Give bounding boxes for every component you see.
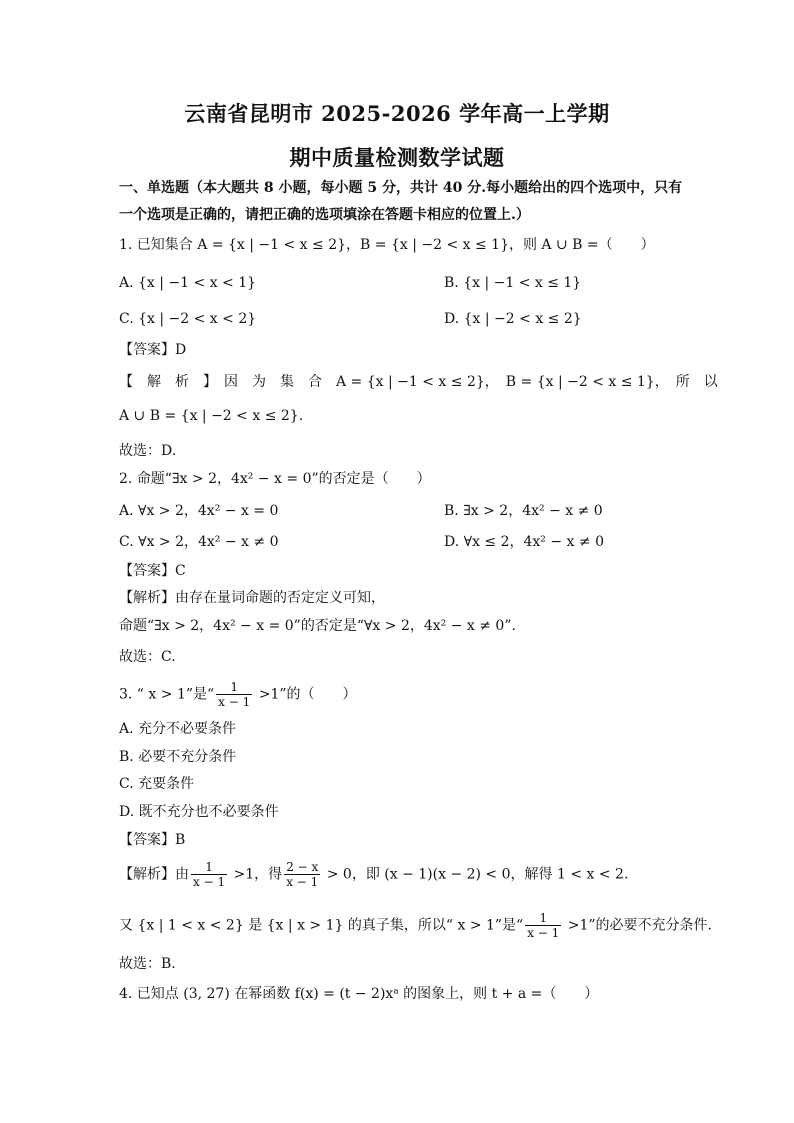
q3-analysis1-frac1-num: 1 (191, 860, 227, 875)
q2-analysis-line1: 【解析】由存在量词命题的否定定义可知， (119, 590, 385, 606)
q2-option-b: B. ∃x > 2，4x² − x ≠ 0 (444, 503, 603, 519)
q2-answer: 【答案】C (119, 563, 186, 579)
q3-analysis1-mid: >1，得 (229, 866, 283, 883)
q3-analysis1-fraction2 (284, 860, 320, 889)
q1-answer: 【答案】D (119, 342, 187, 358)
q2-option-d: D. ∀x ≤ 2，4x² − x ≠ 0 (444, 534, 604, 550)
q3-conclusion: 故选：B. (119, 956, 176, 972)
q3-answer: 【答案】B (119, 832, 186, 848)
q3-analysis-line2 (119, 911, 712, 940)
q1-stem: 1. 已知集合 A = {x | −1 < x ≤ 2}，B = {x | −2 < x ≤ 1}，则 A ∪ B =（ ） (119, 237, 655, 253)
q2-stem: 2. 命题“∃x > 2，4x² − x = 0”的否定是（ ） (119, 471, 431, 487)
q1-analysis-line1: 【 解 析 】 因 为 集 合 A = {x | −1 < x ≤ 2}， B = {x | −2 < x ≤ 1}， 所 以 (119, 374, 718, 390)
q3-analysis-line1 (119, 860, 628, 889)
q1-option-a: A. {x | −1 < x < 1} (119, 275, 257, 291)
q3-stem-frac-num: 1 (216, 680, 252, 695)
q1-analysis-line2: A ∪ B = {x | −2 < x ≤ 2}. (119, 408, 304, 424)
q3-option-c: C. 充要条件 (119, 776, 195, 792)
q3-analysis2-frac-num: 1 (525, 911, 561, 926)
q2-option-a: A. ∀x > 2，4x² − x = 0 (119, 503, 279, 519)
q3-analysis2-post: >1”的必要不充分条件. (563, 917, 713, 934)
q3-analysis2-fraction (525, 911, 561, 940)
q3-analysis1-frac2-num: 2 − x (286, 860, 319, 874)
q3-stem-pre: 3. “ x > 1”是“ (119, 686, 215, 703)
q1-option-d: D. {x | −2 < x ≤ 2} (444, 311, 582, 327)
q3-option-d: D. 既不充分也不必要条件 (119, 804, 279, 820)
section-heading-line2: 一个选项是正确的，请把正确的选项填涂在答题卡相应的位置上.） (119, 207, 530, 223)
q3-option-a: A. 充分不必要条件 (119, 721, 237, 737)
page-title: 云南省昆明市 2025-2026 学年高一上学期 (184, 101, 610, 126)
q3-analysis1-pre: 【解析】由 (119, 866, 189, 883)
section-heading-line1: 一、单选题（本大题共 8 小题，每小题 5 分，共计 40 分.每小题给出的四个选项中，只有 (119, 180, 683, 196)
q3-analysis1-frac1-den: x − 1 (193, 875, 226, 889)
q3-stem-frac-den: x − 1 (218, 695, 251, 709)
q3-analysis1-fraction1 (191, 860, 227, 889)
q3-stem (119, 680, 357, 709)
q2-option-c: C. ∀x > 2，4x² − x ≠ 0 (119, 534, 279, 550)
q3-analysis1-post: > 0，即 (x − 1)(x − 2) < 0，解得 1 < x < 2. (322, 866, 629, 883)
page-subtitle: 期中质量检测数学试题 (289, 145, 505, 170)
q2-analysis-line2: 命题“∃x > 2，4x² − x = 0”的否定是“∀x > 2，4x² − x ≠ 0”. (119, 618, 516, 634)
q1-option-b: B. {x | −1 < x ≤ 1} (444, 275, 582, 291)
q1-conclusion: 故选：D. (119, 443, 177, 459)
q1-option-c: C. {x | −2 < x < 2} (119, 311, 257, 327)
q4-stem: 4. 已知点 (3, 27) 在幂函数 f(x) = (t − 2)xᵃ 的图象上，则 t + a =（ ） (119, 986, 599, 1002)
q3-option-b: B. 必要不充分条件 (119, 749, 237, 765)
q2-conclusion: 故选：C. (119, 649, 176, 665)
q3-stem-fraction (216, 680, 252, 709)
q3-analysis1-frac2-den: x − 1 (286, 875, 319, 889)
q3-analysis2-pre: 又 {x | 1 < x < 2} 是 {x | x > 1} 的真子集，所以“ x > 1”是“ (119, 917, 524, 934)
q3-stem-post: >1”的（ ） (254, 686, 357, 703)
q3-analysis2-frac-den: x − 1 (527, 926, 560, 940)
